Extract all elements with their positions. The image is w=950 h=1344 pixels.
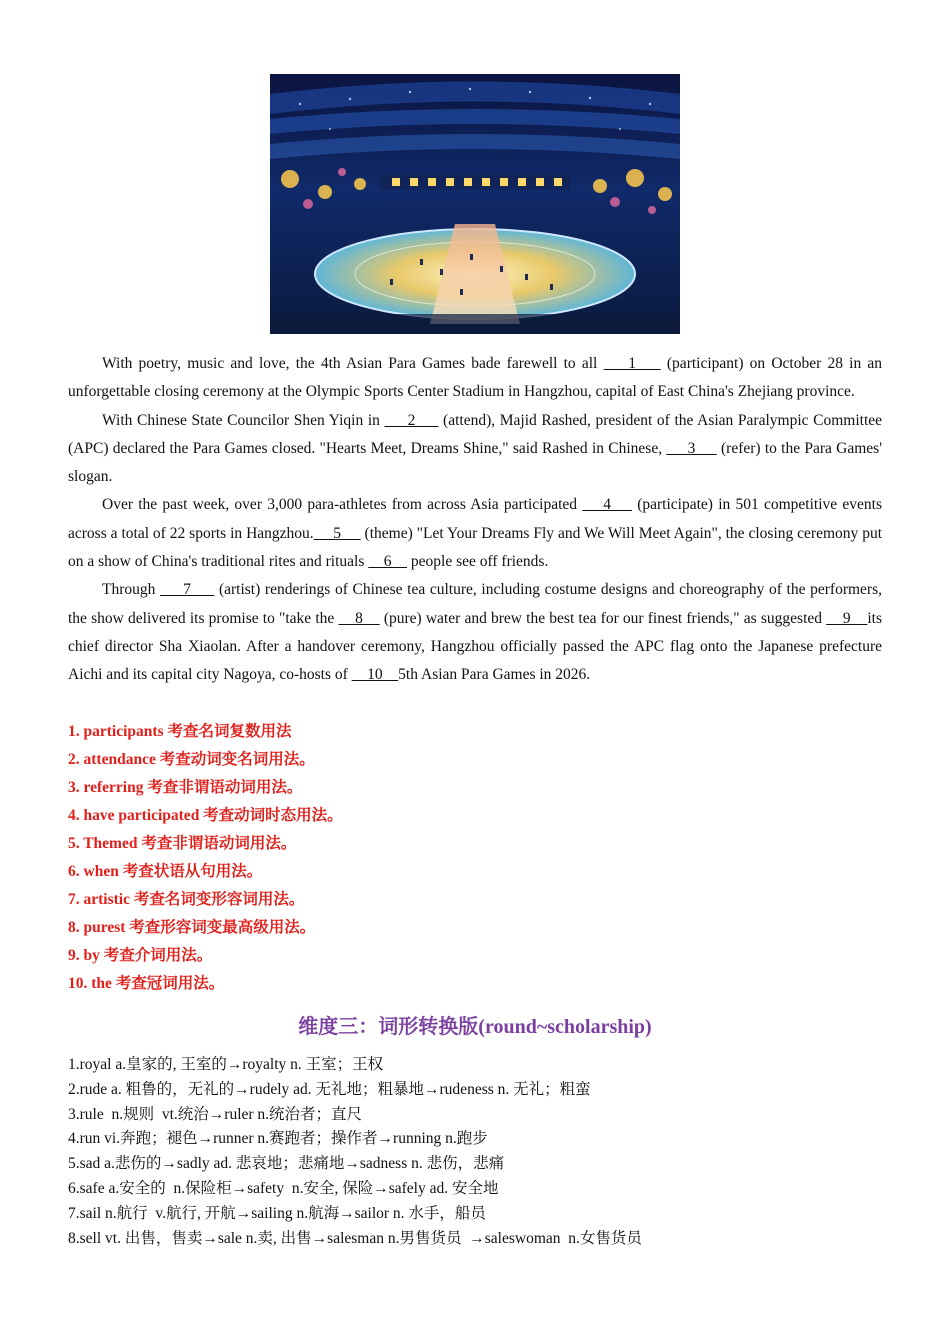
answer-item: 10. the 考查冠词用法。 bbox=[68, 975, 225, 992]
passage-paragraph-1: With poetry, music and love, the 4th Asian Para Games bade farewell to all 1 (participant) on October 28 in an unforgettable closing ceremony at the Olympic Sports Center Stadium in Hangzhou, capital of East China's Zhejiang province. bbox=[68, 355, 882, 401]
answer-item: 2. attendance 考查动词变名词用法。 bbox=[68, 751, 315, 768]
blank-1: 1 bbox=[603, 355, 661, 372]
blank-5: 5 bbox=[313, 524, 361, 542]
answer-item: 8. purest 考查形容词变最高级用法。 bbox=[68, 919, 316, 936]
section-title: 维度三：词形转换版(round~scholarship) bbox=[298, 1016, 652, 1038]
blank-8: 8 bbox=[338, 609, 380, 627]
vocab-item: 7.sail n.航行 v.航行, 开航→sailing n.航海→sailor n. 水手，船员 bbox=[68, 1204, 486, 1222]
answer-item: 1. participants 考查名词复数用法 bbox=[68, 723, 292, 740]
answer-item: 3. referring 考查非谓语动词用法。 bbox=[68, 779, 303, 796]
answer-item: 5. Themed 考查非谓语动词用法。 bbox=[68, 835, 297, 852]
cloze-passage bbox=[68, 350, 882, 690]
answer-item: 6. when 考查状语从句用法。 bbox=[68, 863, 263, 880]
vocab-item: 1.royal a.皇家的, 王室的→royalty n. 王室；王权 bbox=[68, 1056, 384, 1073]
vocab-item: 3.rule n.规则 vt.统治→ruler n.统治者；直尺 bbox=[68, 1105, 363, 1123]
blank-9: 9 bbox=[826, 609, 868, 627]
blank-10: 10 bbox=[351, 666, 399, 684]
blank-3: 3 bbox=[666, 439, 717, 457]
answer-item: 4. have participated 考查动词时态用法。 bbox=[68, 807, 343, 824]
vocab-item: 2.rude a. 粗鲁的，无礼的→rudely ad. 无礼地；粗暴地→rudeness n. 无礼；粗蛮 bbox=[68, 1080, 591, 1098]
answer-item: 9. by 考查介词用法。 bbox=[68, 947, 213, 964]
passage-paragraph-2: With Chinese State Councilor Shen Yiqin in 2 (attend), Majid Rashed, president of the Asian Paralympic Committee (APC) declared the Para Games closed. "Hearts Meet, Dreams Shine," said Rashed in Chinese, 3 (refer) to the Para Games' slogan. bbox=[68, 411, 883, 486]
blank-2: 2 bbox=[384, 411, 439, 429]
vocab-item: 6.safe a.安全的 n.保险柜→safety n.安全, 保险→safely ad. 安全地 bbox=[68, 1179, 499, 1197]
vocab-item: 5.sad a.悲伤的→sadly ad. 悲哀地；悲痛地→sadness n. 悲伤，悲痛 bbox=[68, 1155, 505, 1173]
passage-paragraph-4: Through 7 (artist) renderings of Chinese tea culture, including costume designs and choreography of the performers, the show delivered its promise to "take the 8 (pure) water and brew the best tea for our finest friends," as suggested 9 its chief director Sha Xiaolan. After a handover ceremony, Hangzhou officially passed the APC flag onto the Japanese prefecture Aichi and its capital city Nagoya, co-hosts of 10 5th Asian Para Games in 2026. bbox=[68, 581, 883, 684]
ceremony-photo bbox=[270, 74, 680, 334]
passage-paragraph-3: Over the past week, over 3,000 para-athletes from across Asia participated 4 (participate) in 501 competitive events across a total of 22 sports in Hangzhou. 5 (theme) "Let Your Dreams Fly and We Will Meet Again", the closing ceremony put on a show of China's traditional rites and rituals 6 people see off friends. bbox=[68, 496, 883, 571]
blank-7: 7 bbox=[160, 581, 215, 599]
vocab-item: 8.sell vt. 出售，售卖→sale n.卖, 出售→salesman n.男售货员 →saleswoman n.女售货员 bbox=[68, 1229, 642, 1247]
blank-4: 4 bbox=[582, 496, 632, 514]
blank-6: 6 bbox=[368, 553, 408, 571]
vocabulary-list bbox=[68, 1053, 882, 1251]
answer-item: 7. artistic 考查名词变形容词用法。 bbox=[68, 891, 305, 908]
answer-key bbox=[68, 718, 882, 998]
vocab-item: 4.run vi.奔跑；褪色→runner n.赛跑者；操作者→running n.跑步 bbox=[68, 1130, 488, 1148]
